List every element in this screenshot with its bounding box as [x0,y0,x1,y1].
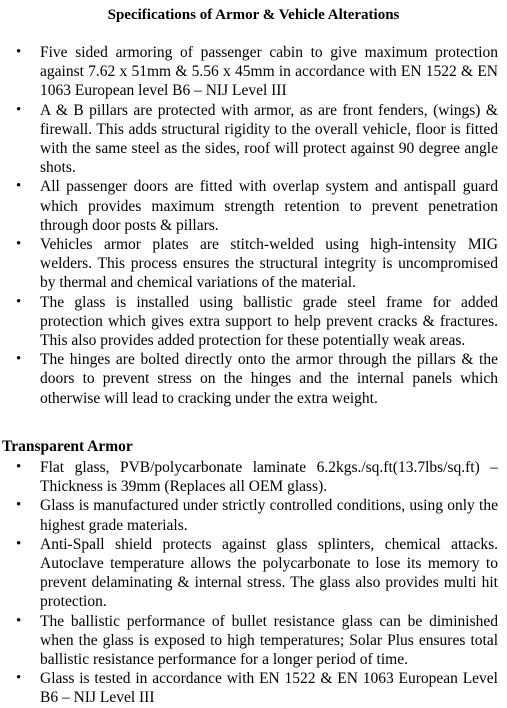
bullet-icon: • [16,670,22,687]
bullet-icon: • [16,178,22,195]
list-item-text: All passenger doors are fitted with overlap system and antispall guard which provides maximum strength retention to prevent penetration through door posts & pillars. [40,178,498,234]
list-item [0,177,507,235]
list-item-text: Five sided armoring of passenger cabin to give maximum protection against 7.62 x 51mm & 5.56 x 45mm in accordance with EN 1522 & EN 1063 European level B6 – NIJ Level III [40,44,498,100]
list-item [0,235,507,293]
list-item-text: Anti-Spall shield protects against glass splinters, chemical attacks. Autoclave temperature allows the polycarbonate to lose its memory to prevent delaminating & internal stress. The glass also provides multi hit protection. [40,535,498,611]
list-item-text: A & B pillars are protected with armor, as are front fenders, (wings) & firewall. This adds structural rigidity to the overall vehicle, floor is fitted with the same steel as the sides, roof will protect against 90 degree angle shots. [40,101,498,177]
specifications-list [0,43,507,408]
list-item [0,350,507,408]
bullet-icon: • [16,101,22,118]
list-item [0,293,507,351]
list-item [0,612,507,670]
list-item-text: The glass is installed using ballistic grade steel frame for added protection which gives extra support to help prevent cracks & fractures. This also provides added protection for these potentially weak areas. [40,293,498,350]
list-item-text: Flat glass, PVB/polycarbonate laminate 6.2kgs./sq.ft(13.7lbs/sq.ft) – Thickness is 39mm (Replaces all OEM glass). [40,459,498,496]
transparent-armor-heading: Transparent Armor [2,438,133,455]
list-item-text: The ballistic performance of bullet resistance glass can be diminished when the glass is exposed to high temperatures; Solar Plus ensures total ballistic resistance performance for a longer period of time. [40,612,498,669]
transparent-armor-list [0,458,507,708]
list-item-text: The hinges are bolted directly onto the armor through the pillars & the doors to prevent stress on the hinges and the internal panels which otherwise will lead to cracking under the extra weight. [40,351,498,407]
list-item [0,43,507,101]
list-item [0,458,507,496]
list-item-text: Glass is tested in accordance with EN 1522 & EN 1063 European Level B6 – NIJ Level III [40,670,498,707]
bullet-icon: • [16,459,22,475]
bullet-icon: • [16,612,22,629]
list-item [0,535,507,612]
bullet-icon: • [16,236,22,253]
list-item [0,669,507,707]
list-item [0,101,507,178]
bullet-icon: • [16,351,22,368]
list-item-text: Vehicles armor plates are stitch-welded using high-intensity MIG welders. This process ensures the structural integrity is uncompromised by thermal and chemical variations of the material. [40,236,498,292]
bullet-icon: • [16,44,22,60]
list-item-text: Glass is manufactured under strictly controlled conditions, using only the highest grade materials. [40,497,498,534]
list-item [0,496,507,534]
bullet-icon: • [16,497,22,514]
bullet-icon: • [16,293,22,310]
bullet-icon: • [16,535,22,552]
document-title: Specifications of Armor & Vehicle Alterations [107,7,400,23]
